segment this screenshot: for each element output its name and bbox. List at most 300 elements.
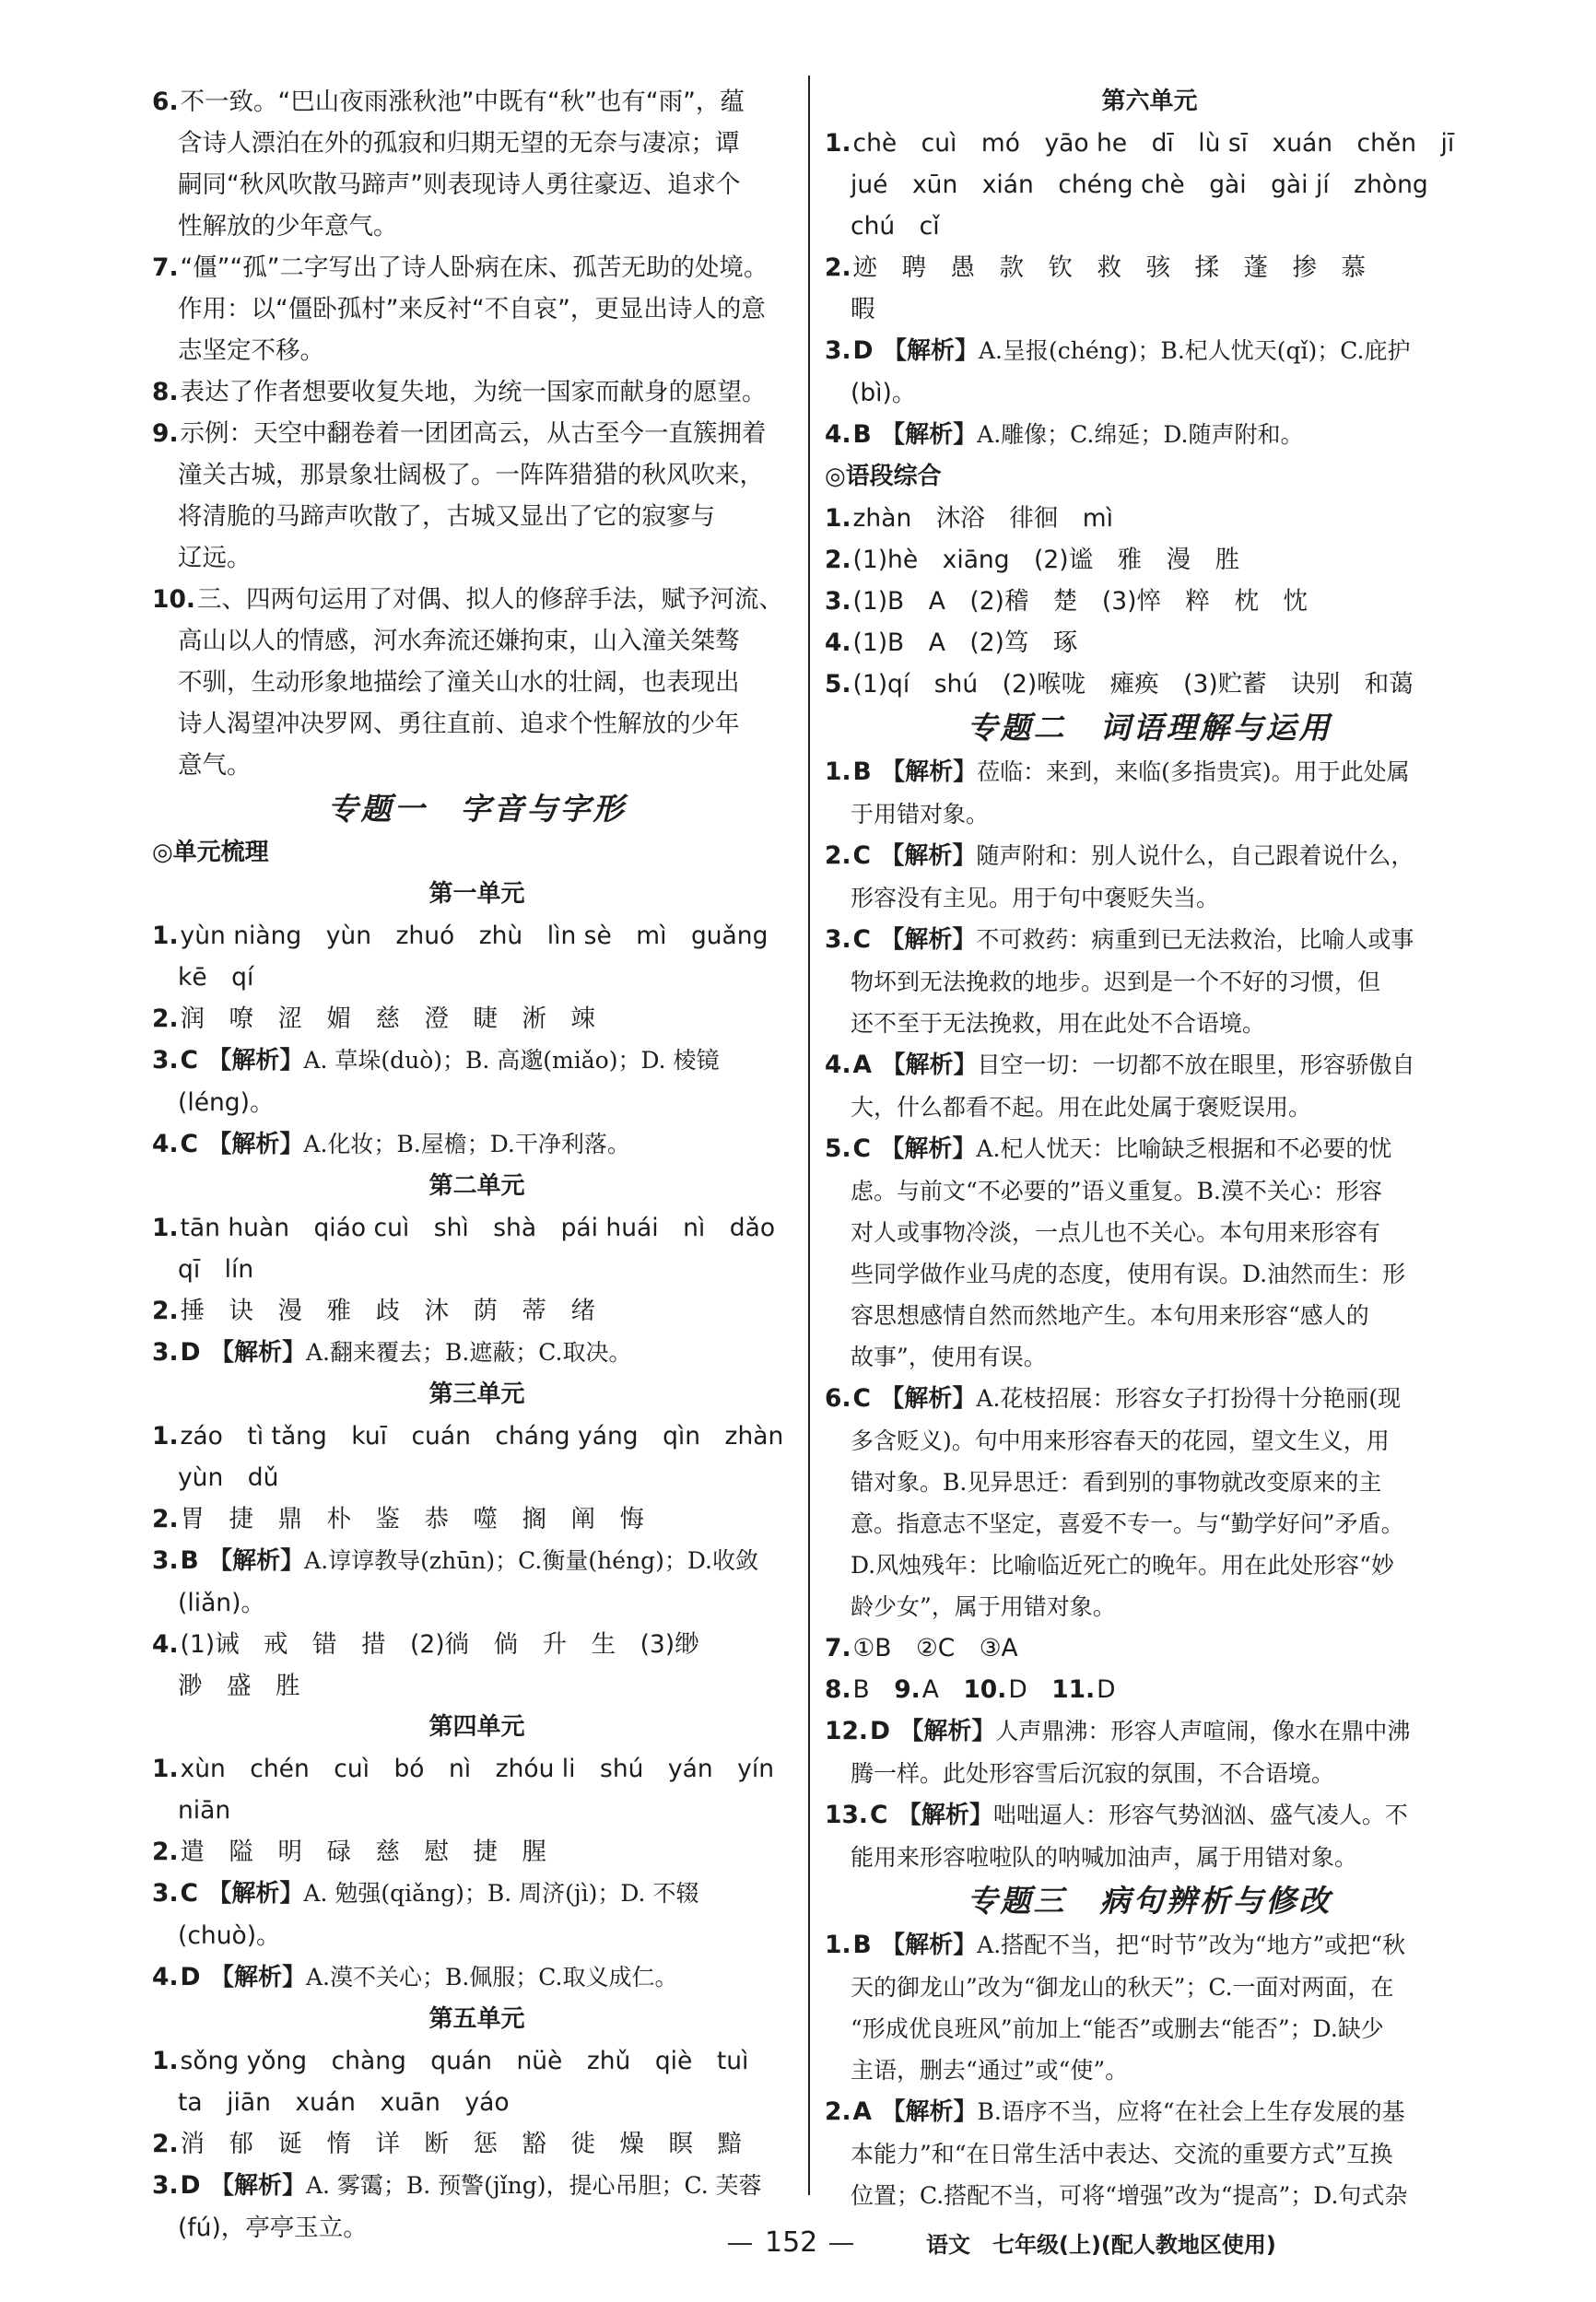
item-number: 7.	[825, 1634, 851, 1662]
text-line	[825, 206, 1474, 247]
analysis-content: B.语序不当，应将“在社会上生存发展的基	[977, 2098, 1405, 2125]
analysis-content: A.漠不关心；B.佩服；C.取义成仁。	[305, 1964, 678, 1991]
text-line	[152, 164, 802, 206]
item-number: 13.	[825, 1801, 868, 1829]
item-number: 6.	[825, 1384, 851, 1413]
text-line	[152, 454, 802, 496]
line-text: 含诗人漂泊在外的孤寂和归期无望的无奈与凄凉；谭	[178, 129, 740, 158]
text-line	[152, 1624, 802, 1665]
text-line	[825, 1627, 1474, 1669]
item-number: 1.	[825, 129, 851, 158]
line-text: yùn niàng yùn zhuó zhù lìn sè mì guǎng	[180, 922, 769, 950]
item-number: 8.	[152, 378, 179, 406]
text-line	[825, 123, 1474, 164]
item-number: 2.	[152, 1004, 179, 1033]
text-line	[825, 1086, 1474, 1128]
analysis-tag: 【解析】	[207, 1047, 304, 1075]
text-line	[825, 1710, 1474, 1753]
analysis-continuation: 腾一样。此处形容雪后沉寂的氛围，不合语境。	[851, 1760, 1335, 1787]
text-line	[825, 288, 1474, 330]
text-line	[825, 1128, 1474, 1170]
text-line	[825, 919, 1474, 961]
line-text: ta jiān xuán xuān yáo	[178, 2088, 510, 2117]
text-line	[825, 793, 1474, 835]
item-number: 2.	[152, 2130, 179, 2158]
analysis-text	[207, 1047, 719, 1074]
analysis-content: 人声鼎沸：形容人声喧闹，像水在鼎中沸	[995, 1718, 1411, 1744]
text-line	[152, 1582, 802, 1624]
analysis-continuation: 些同学做作业马虎的态度，使用有误。D.油然而生：形	[851, 1261, 1406, 1287]
analysis-continuation: 故事”，使用有误。	[851, 1344, 1047, 1370]
analysis-tag: 【解析】	[881, 421, 978, 449]
item-number: 9.	[894, 1675, 921, 1704]
unit-heading: 第二单元	[428, 1172, 525, 1200]
item-number: 10.	[152, 585, 195, 614]
line-text: 性解放的少年意气。	[178, 212, 398, 241]
line-text: 辽远。	[178, 544, 252, 572]
analysis-text	[881, 2098, 1404, 2125]
text-line	[152, 1915, 802, 1956]
analysis-text	[207, 1131, 629, 1157]
item-number: 3.	[825, 925, 851, 954]
text-line	[825, 498, 1474, 539]
analysis-text	[210, 2172, 762, 2199]
line-text: (bì)。	[851, 379, 917, 407]
right-column	[825, 81, 1474, 2216]
answer-letter: C	[869, 1801, 888, 1829]
analysis-tag: 【解析】	[209, 1339, 306, 1367]
text-line	[152, 537, 802, 579]
answer-letter: A	[852, 2097, 873, 2126]
unit-heading: 第五单元	[428, 2005, 525, 2033]
text-line	[825, 1253, 1474, 1295]
analysis-continuation: “形成优良班风”前加上“能否”或删去“能否”；D.缺少	[851, 2015, 1384, 2042]
footer-subject: 语文 七年级(上)(配人教地区使用)	[926, 2232, 1276, 2258]
line-text: (1)B A (2)稽 楚 (3)悴 粹 枕 忱	[852, 587, 1308, 616]
line-text: 三、四两句运用了对偶、拟人的修辞手法，赋予河流、	[196, 585, 783, 614]
analysis-content: A.翻来覆去；B.遮蔽；C.取决。	[305, 1339, 632, 1366]
line-text: 不驯，生动形象地描绘了潼关山水的壮阔，也表现出	[178, 668, 740, 697]
line-text: zhàn 沐浴 徘徊 mì	[852, 504, 1113, 533]
text-line	[152, 2040, 802, 2082]
line-text: kē qí	[178, 963, 254, 992]
text-line	[825, 1212, 1474, 1253]
analysis-tag: 【解析】	[207, 1880, 304, 1908]
line-text: “僵”“孤”二字写出了诗人卧病在床、孤苦无助的处境。	[180, 253, 769, 282]
text-line	[825, 622, 1474, 664]
analysis-content: A.谆谆教导(zhūn)；C.衡量(héng)；D.收敛	[304, 1547, 758, 1574]
item-number: 1.	[825, 758, 851, 786]
text-line	[825, 1544, 1474, 1586]
item-number: 1.	[152, 1214, 179, 1242]
unit-heading: 第六单元	[1101, 88, 1198, 115]
text-line	[152, 579, 802, 620]
analysis-text	[880, 926, 1414, 953]
answer-letter: B	[852, 1931, 872, 1959]
text-line	[825, 372, 1474, 414]
answer-letter: C	[852, 925, 871, 954]
analysis-continuation: 还不至于无法挽救，用在此处不合语境。	[851, 1010, 1266, 1037]
line-text: jué xūn xián chéng chè gài gài jí zhòng	[851, 170, 1428, 199]
analysis-tag: 【解析】	[899, 1718, 996, 1745]
analysis-content: A.呈报(chéng)；B.杞人忧天(qǐ)；C.庇护	[978, 337, 1411, 364]
line-text: 润 嘹 涩 媚 慈 澄 睫 淅 竦	[180, 1004, 596, 1033]
text-line	[152, 81, 802, 123]
text-line	[825, 247, 1474, 288]
analysis-continuation: 能用来形容啦啦队的呐喊加油声，属于用错对象。	[851, 1844, 1358, 1871]
analysis-continuation: 位置；C.搭配不当，可将“增强”改为“提高”；D.句式杂	[851, 2182, 1408, 2209]
text-line	[825, 581, 1474, 622]
item-number: 4.	[825, 628, 851, 657]
item-number: 2.	[825, 253, 851, 282]
analysis-content: A.化妆；B.屋檐；D.干净利落。	[303, 1131, 630, 1157]
line-text: 胃 捷 鼎 朴 鉴 恭 噬 搁 阐 悔	[180, 1505, 645, 1533]
analysis-text	[881, 421, 1303, 448]
section-heading: ◎语段综合	[825, 463, 942, 490]
text-line	[825, 1336, 1474, 1378]
item-number: 3.	[152, 1046, 179, 1075]
text-line	[825, 1462, 1474, 1503]
answer-letter: D	[180, 2171, 201, 2200]
item-number: 2.	[825, 546, 851, 574]
line-text: yùn dǔ	[178, 1463, 279, 1492]
text-line	[825, 1378, 1474, 1420]
item-number: 1.	[152, 1755, 179, 1783]
line-text: 渺 盛 胜	[178, 1672, 300, 1700]
analysis-tag: 【解析】	[880, 1135, 977, 1163]
line-text: (léng)。	[178, 1088, 275, 1117]
analysis-text	[881, 1051, 1414, 1078]
left-column	[152, 81, 802, 2249]
analysis-tag: 【解析】	[897, 1802, 993, 1829]
item-number: 8.	[825, 1675, 851, 1704]
text-line	[825, 1044, 1474, 1086]
analysis-tag: 【解析】	[880, 926, 977, 954]
analysis-text	[881, 758, 1410, 785]
text-line	[152, 1956, 802, 1999]
analysis-continuation: D.风烛残年：比喻临近死亡的晚年。用在此处形容“妙	[851, 1552, 1394, 1579]
item-number: 2.	[152, 1838, 179, 1866]
footer-dash-right	[829, 2243, 853, 2245]
analysis-tag: 【解析】	[208, 1547, 305, 1575]
item-number: 1.	[825, 504, 851, 533]
item-number: 12.	[825, 1717, 868, 1745]
line-text: 表达了作者想要收复失地，为统一国家而献身的愿望。	[180, 378, 767, 406]
line-text: 作用：以“僵卧孤村”来反衬“不自哀”，更显出诗人的意	[178, 295, 766, 323]
text-line	[152, 662, 802, 703]
text-line	[825, 1003, 1474, 1044]
analysis-text	[207, 1880, 698, 1907]
text-line	[152, 1249, 802, 1290]
text-line	[152, 2082, 802, 2123]
text-line	[825, 1420, 1474, 1462]
text-line	[152, 745, 802, 786]
line-text: sǒng yǒng chàng quán nüè zhǔ qiè tuì	[180, 2047, 749, 2075]
analysis-continuation: 容思想感情自然而然地产生。本句用来形容“感人的	[851, 1302, 1369, 1329]
analysis-content: 目空一切：一切都不放在眼里，形容骄傲自	[977, 1051, 1415, 1078]
item-number: 10.	[963, 1675, 1007, 1704]
text-line	[825, 1669, 1474, 1710]
text-line	[825, 835, 1474, 877]
analysis-text	[881, 1932, 1405, 1958]
text-line	[152, 1457, 802, 1498]
analysis-continuation: 形容没有主见。用于句中褒贬失当。	[851, 885, 1220, 911]
answer-letter: C	[852, 1134, 871, 1163]
analysis-continuation: 龄少女”，属于用错对象。	[851, 1593, 1116, 1620]
analysis-tag: 【解析】	[881, 758, 978, 786]
line-text: qī lín	[178, 1255, 254, 1284]
text-line	[825, 1794, 1474, 1837]
analysis-continuation: 天的御龙山”改为“御龙山的秋天”；C.一面对两面，在	[851, 1974, 1394, 2001]
analysis-continuation: 意。指意志不坚定，喜爱不专一。与“勤学好问”矛盾。	[851, 1510, 1404, 1537]
analysis-text	[899, 1718, 1410, 1744]
analysis-continuation: 主语，删去“通过”或“使”。	[851, 2057, 1129, 2084]
analysis-content: 随声附和：别人说什么，自己跟着说什么，	[976, 842, 1414, 869]
analysis-text	[208, 1547, 758, 1574]
analysis-content: A.花枝招展：形容女子打扮得十分艳丽(现	[976, 1385, 1402, 1412]
item-number: 3.	[825, 587, 851, 616]
item-number: 4.	[825, 1051, 851, 1079]
answer-letter: C	[852, 841, 871, 870]
line-text: D	[1097, 1675, 1116, 1704]
analysis-text	[880, 1385, 1401, 1412]
text-line	[825, 1924, 1474, 1967]
item-number: 2.	[152, 1505, 179, 1533]
analysis-content: A.搭配不当，把“时节”改为“地方”或把“秋	[977, 1932, 1406, 1958]
text-line	[825, 1753, 1474, 1794]
line-text: xùn chén cuì bó nì zhóu li shú yán yín	[180, 1755, 774, 1783]
analysis-continuation: 对人或事物冷淡，一点儿也不关心。本句用来形容有	[851, 1219, 1381, 1246]
analysis-content: 不可救药：病重到已无法救治，比喻人或事	[976, 926, 1414, 953]
answer-letter: D	[180, 1338, 201, 1367]
analysis-tag: 【解析】	[880, 1385, 977, 1413]
analysis-text	[210, 1339, 632, 1366]
line-text: ①B ②C ③A	[852, 1634, 1018, 1662]
text-line	[825, 164, 1474, 206]
text-line	[152, 330, 802, 371]
text-line	[152, 247, 802, 288]
text-line	[825, 2175, 1474, 2216]
item-number: 3.	[152, 2171, 179, 2200]
line-text: 迹 聘 愚 款 钦 救 骇 揉 蓬 掺 慕	[852, 253, 1367, 282]
answer-letter: B	[852, 758, 872, 786]
analysis-continuation: 多含贬义)。句中用来形容春天的花园，望文生义，用	[851, 1427, 1390, 1454]
line-text: D	[1008, 1675, 1052, 1704]
line-text: (liǎn)。	[178, 1589, 265, 1617]
analysis-continuation: 于用错对象。	[851, 801, 990, 828]
line-text: 高山以人的情感，河水奔流还嫌拘束，山入潼关桀骜	[178, 627, 740, 655]
item-number: 1.	[825, 1931, 851, 1959]
page-number: 152	[765, 2226, 818, 2259]
analysis-continuation: 大，什么都看不起。用在此处属于褒贬误用。	[851, 1094, 1312, 1121]
analysis-content: 咄咄逼人：形容气势汹汹、盛气凌人。不	[992, 1802, 1408, 1828]
line-text: (1)B A (2)笃 琢	[852, 628, 1078, 657]
text-line	[152, 1665, 802, 1707]
analysis-tag: 【解析】	[209, 2172, 306, 2200]
analysis-continuation: 本能力”和“在日常生活中表达、交流的重要方式”互换	[851, 2141, 1393, 2167]
text-line	[152, 620, 802, 662]
answer-letter: D	[869, 1717, 890, 1745]
text-line	[825, 664, 1474, 705]
text-line	[825, 2091, 1474, 2133]
item-number: 3.	[152, 1879, 179, 1908]
answer-letter: C	[180, 1879, 198, 1908]
analysis-content: A.杞人忧天：比喻缺乏根据和不必要的忧	[976, 1135, 1392, 1162]
text-line	[152, 1332, 802, 1374]
text-line	[825, 1837, 1474, 1878]
text-line	[152, 1207, 802, 1249]
item-number: 4.	[152, 1630, 179, 1659]
text-line	[152, 1873, 802, 1915]
line-text: (fú)，亭亭玉立。	[178, 2214, 368, 2242]
line-text: 暇	[851, 295, 875, 323]
item-number: 3.	[152, 1546, 179, 1575]
line-text: 志坚定不移。	[178, 336, 324, 365]
section-heading: ◎单元梳理	[152, 839, 269, 866]
analysis-tag: 【解析】	[881, 2098, 978, 2126]
text-line	[825, 1586, 1474, 1627]
line-text: záo tì tǎng kuī cuán cháng yáng qìn zhàn	[180, 1422, 784, 1450]
text-line	[825, 1170, 1474, 1212]
item-number: 6.	[152, 88, 179, 116]
line-text: 嗣同“秋风吹散马蹄声”则表现诗人勇往豪迈、追求个	[178, 170, 741, 199]
item-number: 7.	[152, 253, 179, 282]
page-footer	[0, 2223, 1596, 2269]
analysis-continuation: 物坏到无法挽救的地步。迟到是一个不好的习惯，但	[851, 969, 1381, 995]
column-divider	[808, 76, 810, 2195]
text-line	[152, 1082, 802, 1123]
line-text: 消 郁 诞 惰 详 断 惩 豁 徙 燥 瞑 黯	[180, 2130, 743, 2158]
line-text: niān	[178, 1796, 231, 1825]
unit-heading: 第四单元	[428, 1713, 525, 1741]
text-line	[825, 1295, 1474, 1336]
text-line	[152, 413, 802, 454]
text-line	[152, 1831, 802, 1873]
analysis-text	[883, 337, 1411, 364]
answer-letter: D	[852, 336, 874, 365]
text-line	[152, 1415, 802, 1457]
text-line	[825, 961, 1474, 1003]
analysis-content: A. 雾霭；B. 预警(jǐng)，提心吊胆；C. 芙蓉	[305, 2172, 762, 2199]
topic-heading: 专题二 词语理解与运用	[967, 710, 1332, 746]
text-line	[825, 877, 1474, 919]
unit-heading: 第三单元	[428, 1380, 525, 1408]
item-number: 9.	[152, 419, 179, 448]
unit-heading: 第一单元	[428, 880, 525, 908]
text-line	[825, 751, 1474, 793]
text-line	[152, 288, 802, 330]
line-text: 将清脆的马蹄声吹散了，古城又显出了它的寂寥与	[178, 502, 715, 531]
text-line	[825, 1967, 1474, 2008]
topic-heading: 专题三 病句辨析与修改	[967, 1883, 1332, 1919]
answer-letter: B	[852, 420, 872, 449]
text-line	[152, 703, 802, 745]
analysis-tag: 【解析】	[880, 842, 977, 870]
line-text: 示例：天空中翻卷着一团团高云，从古至今一直簇拥着	[180, 419, 767, 448]
line-text: 遣 隘 明 碌 慈 慰 捷 腥	[180, 1838, 547, 1866]
analysis-content: 莅临：来到，来临(多指贵宾)。用于此处属	[977, 758, 1410, 785]
topic-heading: 专题一 字音与字形	[327, 791, 627, 827]
answer-letter: C	[180, 1130, 198, 1158]
item-number: 5.	[825, 1134, 851, 1163]
analysis-tag: 【解析】	[209, 1964, 306, 1991]
answer-letter: C	[180, 1046, 198, 1075]
text-line	[152, 371, 802, 413]
text-line	[152, 1790, 802, 1831]
analysis-content: A. 勉强(qiǎng)；B. 周济(jì)；D. 不辍	[303, 1880, 699, 1907]
item-number: 3.	[825, 336, 851, 365]
line-text: 不一致。“巴山夜雨涨秋池”中既有“秋”也有“雨”，蕴	[180, 88, 745, 116]
line-text: tān huàn qiáo cuì shì shà pái huái nì dǎo	[180, 1214, 776, 1242]
analysis-tag: 【解析】	[881, 1051, 978, 1079]
line-text: 捶 诀 漫 雅 歧 沐 荫 蒂 绪	[180, 1297, 596, 1325]
text-line	[825, 2133, 1474, 2175]
item-number: 3.	[152, 1338, 179, 1367]
analysis-continuation: 虑。与前文“不必要的”语义重复。B.漠不关心：形容	[851, 1178, 1382, 1204]
line-text: 意气。	[178, 751, 252, 780]
item-number: 2.	[152, 1297, 179, 1325]
text-line	[825, 1503, 1474, 1544]
line-text: (1)qí shú (2)喉咙 瘫痪 (3)贮蓄 诀别 和蔼	[852, 670, 1414, 699]
analysis-text	[880, 1135, 1391, 1162]
item-number: 1.	[152, 2047, 179, 2075]
text-line	[825, 414, 1474, 456]
text-line	[152, 1540, 802, 1582]
line-text: chú cǐ	[851, 212, 940, 241]
text-line	[152, 1290, 802, 1332]
analysis-continuation: 错对象。B.见异思迁：看到别的事物就改变原来的主	[851, 1469, 1382, 1496]
line-text: (chuò)。	[178, 1921, 281, 1950]
line-text: (1)hè xiāng (2)谧 雅 漫 胜	[852, 546, 1240, 574]
item-number: 2.	[825, 841, 851, 870]
text-line	[152, 1498, 802, 1540]
line-text: A	[921, 1675, 964, 1704]
text-line	[152, 915, 802, 957]
text-line	[825, 2049, 1474, 2091]
analysis-content: A. 草垛(duò)；B. 高邈(miǎo)；D. 棱镜	[303, 1047, 720, 1074]
text-line	[825, 2008, 1474, 2049]
text-line	[152, 1123, 802, 1166]
analysis-tag: 【解析】	[882, 337, 979, 365]
line-text: B	[852, 1675, 895, 1704]
line-text: chè cuì mó yāo he dī lù sī xuán chěn jī	[852, 129, 1455, 158]
analysis-text	[880, 842, 1414, 869]
analysis-content: A.雕像；C.绵延；D.随声附和。	[977, 421, 1304, 448]
analysis-text	[898, 1802, 1408, 1828]
line-text: (1)诫 戒 错 措 (2)徜 倘 升 生 (3)缈	[180, 1630, 699, 1659]
analysis-text	[210, 1964, 678, 1991]
item-number: 2.	[825, 2097, 851, 2126]
text-line	[152, 2123, 802, 2165]
item-number: 1.	[152, 922, 179, 950]
text-line	[152, 206, 802, 247]
analysis-tag: 【解析】	[207, 1131, 304, 1158]
text-line	[152, 1748, 802, 1790]
answer-letter: A	[852, 1051, 873, 1079]
footer-dash-left	[728, 2243, 752, 2245]
analysis-tag: 【解析】	[881, 1932, 978, 1959]
item-number: 4.	[152, 1130, 179, 1158]
text-line	[152, 2165, 802, 2207]
item-number: 5.	[825, 670, 851, 699]
text-line	[825, 330, 1474, 372]
text-line	[152, 1039, 802, 1082]
answer-letter: C	[852, 1384, 871, 1413]
item-number: 4.	[152, 1963, 179, 1991]
text-line	[825, 539, 1474, 581]
text-line	[152, 998, 802, 1039]
text-line	[152, 496, 802, 537]
